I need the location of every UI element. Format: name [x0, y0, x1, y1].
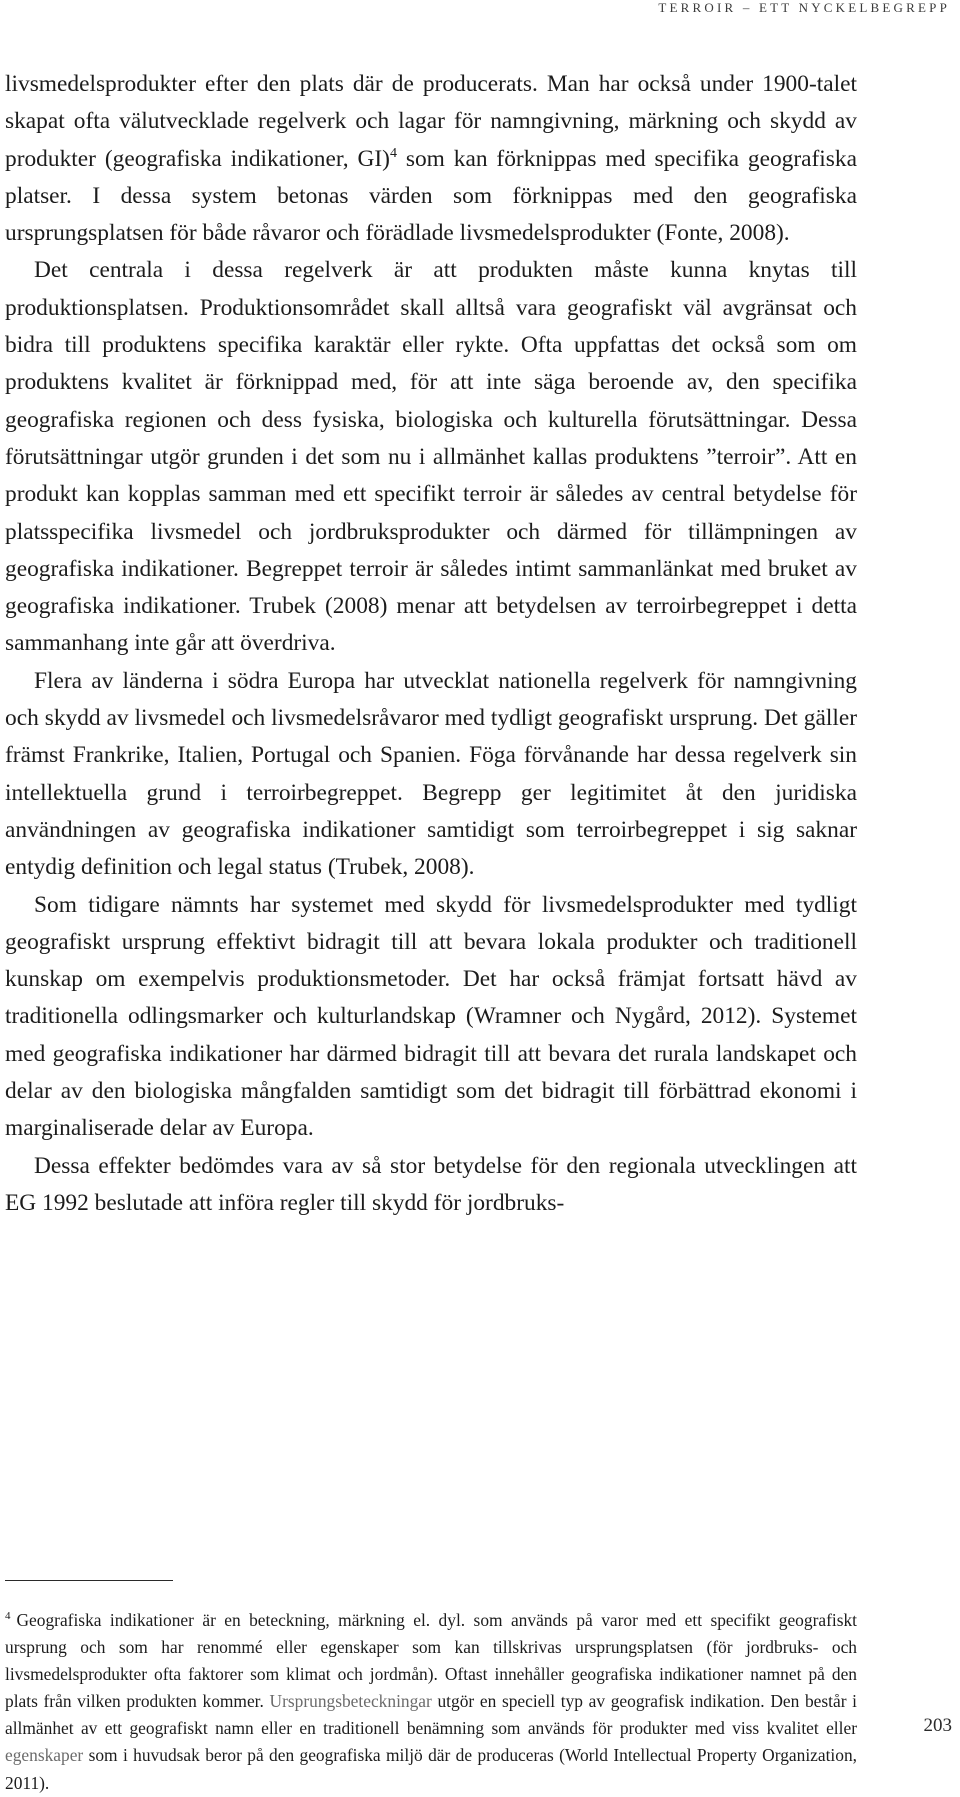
footnote-divider: [5, 1580, 173, 1581]
paragraph-3: Flera av länderna i södra Europa har utvecklat nationella regelverk för namngivning och skydd av livsmedel och livsmedelsråvaror med tydligt geografiskt ursprung. Det gäller främst Frankrike, Italien, Portugal och Spanien. Föga förvånande har dessa regelverk sin intellektuella grund i terroirbegreppet. Begrepp ger legitimitet åt den juridiska användningen av geografiska indikationer samtidigt som terroirbegreppet i sig saknar entydig definition och legal status (Trubek, 2008).: [5, 667, 857, 881]
paragraph-4: Som tidigare nämnts har systemet med skydd för livsmedelsprodukter med tydligt geografiskt ursprung effektivt bidragit till att bevara lokala produkter och traditionell kunskap om exempelvis produktionsmetoder. Det har också främjat fortsatt hävd av traditionella odlingsmarker och kulturlandskap (Wramner och Nygård, 2012). Systemet med geografiska indikationer har därmed bidragit till att bevara det rurala landskapet och delar av den biologiska mångfalden samtidigt som det bidragit till förbättrad ekonomi i marginaliserade delar av Europa.: [5, 891, 857, 1142]
paragraph-1-text-b: som kan förknippas med specifika geografiska platser. I dessa system betonas värden som förknippas med den geografiska ursprungsplatsen för både råvaror och förädlade livsmedelsprodukter (Fonte, 2008).: [5, 145, 857, 247]
footnote-link-egenskaper[interactable]: egenskaper: [5, 1745, 84, 1766]
paragraph-2: Det centrala i dessa regelverk är att produkten måste kunna knytas till produktionsplatsen. Produktionsområdet skall alltså vara geografiskt väl avgränsat och bidra till produktens specifika karaktär eller rykte. Ofta uppfattas det också som om produktens kvalitet är förknippad med, för att inte säga beroende av, den specifika geografiska regionen och dess fysiska, biologiska och kulturella förutsättningar. Dessa förutsättningar utgör grunden i det som nu i allmänhet kallas produktens ”terroir”. Att en produkt kan kopplas samman med ett specifikt terroir är således av central betydelse för platsspecifika livsmedel och jordbruksprodukter och därmed för tillämpningen av geografiska indikationer. Begreppet terroir är således intimt sammanlänkat med bruket av geografiska indikationer. Trubek (2008) menar att betydelsen av terroirbegreppet i detta sammanhang inte går att överdriva.: [5, 257, 857, 657]
footnote-reference[interactable]: 4: [389, 145, 397, 161]
paragraph-5: Dessa effekter bedömdes vara av så stor betydelse för den regionala utvecklingen att EG 1992 beslutade att införa regler till skydd för jordbruks-: [5, 1152, 857, 1216]
footnote-link-ursprungsbeteckningar[interactable]: Ursprungsbeteckningar: [269, 1691, 432, 1712]
page-number: 203: [923, 1715, 952, 1736]
paragraph-1: [5, 66, 857, 252]
running-header: TERROIR – ETT NYCKELBEGREPP: [658, 0, 950, 15]
footnote-text-c: som i huvudsak beror på den geografiska miljö där de produceras (World Intellectual Property Organization, 2011).: [5, 1745, 857, 1793]
body-text: [5, 66, 857, 1222]
footnote-text-b: utgör en speciell typ av geografisk indikation. Den består i allmänhet av ett geografiskt namn eller en traditionell benämning som används för produkter med viss kvalitet eller: [5, 1691, 857, 1739]
footnote: [5, 1607, 857, 1797]
footnote-number: 4: [5, 1610, 11, 1622]
footnote-text-a: Geografiska indikationer är en beteckning, märkning el. dyl. som används på varor med ett specifikt geografiskt ursprung och som har renommé eller egenskaper som kan tillskrivas ursprungsplatsen (för jordbruks- och livsmedelsprodukter ofta faktorer som klimat och jordmån). Oftast innehåller geografiska indikationer namnet på den plats från vilken produkten kommer.: [5, 1610, 857, 1712]
paragraph-1-text-a: livsmedelsprodukter efter den plats där de producerats. Man har också under 1900-talet skapat ofta välutvecklade regelverk och lagar för namngivning, märkning och skydd av produkter (geografiska indikationer, GI): [5, 71, 857, 172]
